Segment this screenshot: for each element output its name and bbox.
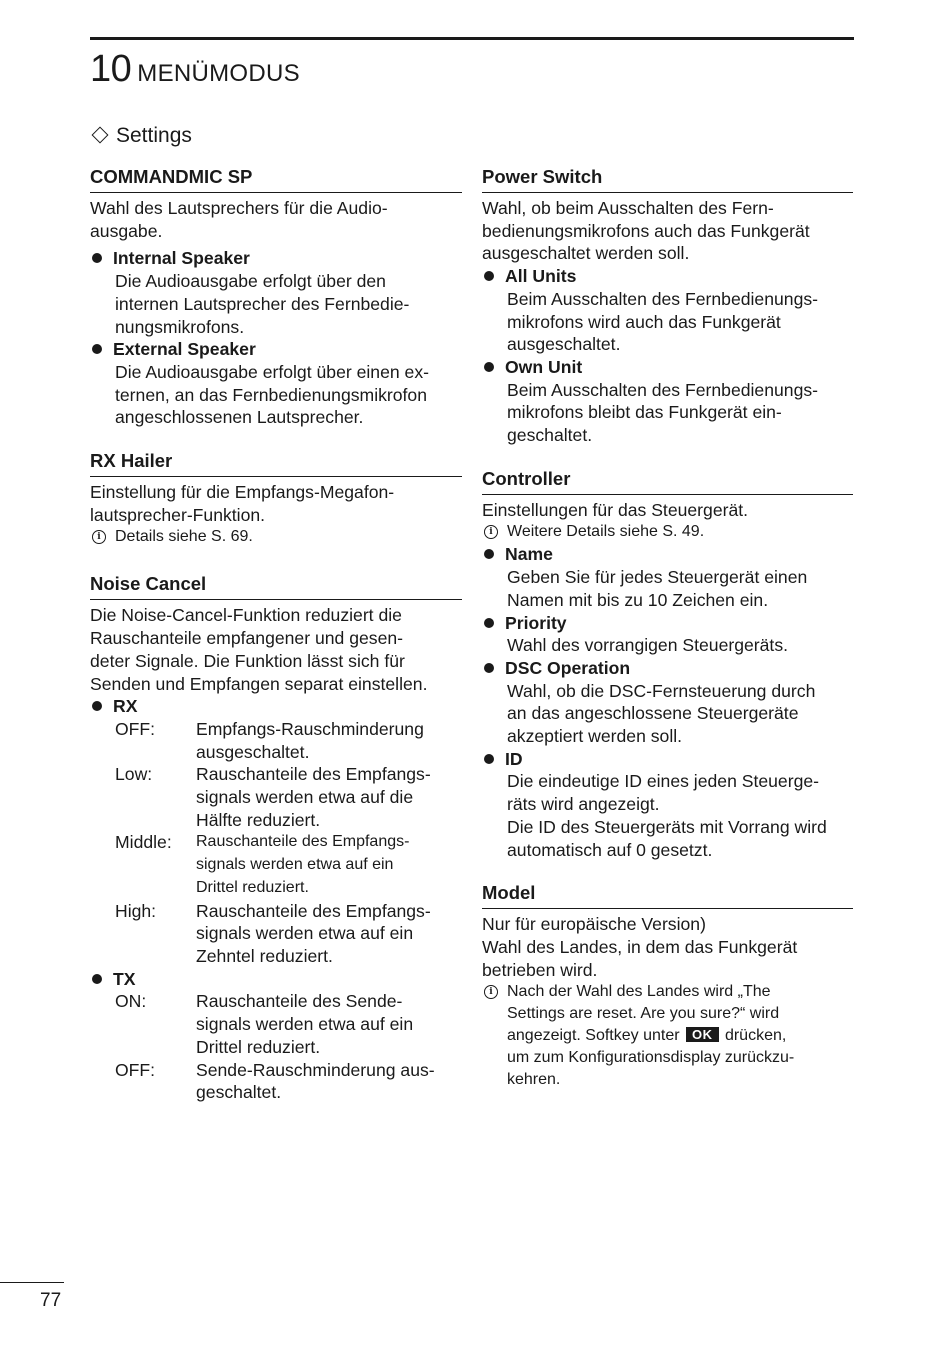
bullet-icon [92, 974, 102, 984]
option-value [196, 718, 462, 763]
option-value [196, 1059, 462, 1104]
text-line: Die ID des Steuergeräts mit Vorrang wird [507, 816, 827, 837]
left-column [90, 165, 462, 1104]
text-line: ausgabe. [90, 220, 163, 241]
controller-description [482, 499, 853, 522]
bullet-dsc-operation [482, 657, 853, 680]
text-line: internen Lautsprecher des Fernbedie- [115, 293, 410, 314]
text-line: Rauschanteile des Sende- [196, 991, 403, 1012]
text-line: Wahl des vorrangigen Steuergeräts. [507, 635, 789, 656]
commandmic-section [90, 165, 462, 429]
bullet-label: Priority [505, 612, 567, 633]
info-icon: i [484, 985, 498, 999]
text-line: Nach der Wahl des Landes wird „The [507, 983, 771, 1001]
noise-cancel-section [90, 572, 462, 1103]
name-text [482, 566, 853, 611]
priority-text [482, 634, 853, 657]
controller-section [482, 467, 853, 862]
bullet-label: Own Unit [505, 356, 583, 377]
rx-option-low [90, 763, 462, 831]
bullet-label: Name [505, 544, 553, 565]
text-line: Die eindeutige ID eines jeden Steuerge- [507, 771, 820, 792]
bullet-icon [484, 362, 494, 372]
text-line: ausgeschaltet. [507, 334, 621, 355]
external-speaker-text [90, 361, 462, 429]
dsc-operation-text [482, 680, 853, 748]
text-line: Zehntel reduziert. [196, 945, 333, 966]
rx-option-high [90, 900, 462, 968]
text-line: Settings are reset. Are you sure?“ wird [507, 1005, 780, 1023]
option-value [196, 990, 462, 1058]
text-line: ausgeschaltet werden soll. [482, 243, 690, 264]
commandmic-description [90, 197, 462, 242]
text-line: akzeptiert werden soll. [507, 726, 683, 747]
bullet-icon [92, 701, 102, 711]
footer-rule [0, 1282, 64, 1283]
bullet-external-speaker [90, 338, 462, 361]
text-line: Wahl, ob beim Ausschalten des Fern- [482, 198, 774, 218]
text-line: Wahl, ob die DSC-Fernsteuerung durch [507, 680, 816, 701]
text-line: Rauschanteile des Empfangs- [196, 764, 431, 785]
rx-hailer-section [90, 449, 462, 548]
section-title-text: Settings [116, 124, 192, 147]
power-switch-section [482, 165, 853, 447]
ok-softkey-icon: OK [686, 1027, 719, 1042]
model-section [482, 881, 853, 1091]
model-description [482, 913, 853, 981]
option-value [196, 831, 462, 899]
chapter-heading [90, 48, 300, 91]
option-key: OFF: [115, 1059, 156, 1080]
internal-speaker-text [90, 270, 462, 338]
section-title [90, 124, 192, 148]
text-line: an das angeschlossene Steuergeräte [507, 703, 799, 724]
bullet-icon [484, 618, 494, 628]
option-key: Middle: [115, 832, 172, 853]
text-line: Senden und Empfangen separat einstellen. [90, 673, 428, 694]
text-line: lautsprecher-Funktion. [90, 504, 266, 525]
text-line: drücken, [720, 1027, 787, 1045]
text-line: angezeigt. Softkey unter [507, 1027, 684, 1045]
controller-heading: Controller [482, 467, 853, 495]
tx-option-on [90, 990, 462, 1058]
text-line: Einstellung für die Empfangs-Megafon- [90, 482, 395, 503]
text-line: signals werden etwa auf die [196, 787, 414, 808]
bullet-icon [92, 253, 102, 263]
text-line: nungsmikrofons. [115, 316, 245, 337]
all-units-text [482, 288, 853, 356]
tx-option-off [90, 1059, 462, 1104]
text-line: Wahl des Lautsprechers für die Audio- [90, 198, 388, 218]
bullet-priority [482, 612, 853, 635]
text-line: Empfangs-Rauschminderung [196, 718, 424, 739]
bullet-label: External Speaker [113, 339, 256, 360]
text-line: bedienungsmikrofons auch das Funkgerät [482, 220, 810, 241]
text-line: ausgeschaltet. [196, 741, 310, 762]
option-value [196, 900, 462, 968]
text-line: räts wird angezeigt. [507, 794, 660, 815]
text-line: automatisch auf 0 gesetzt. [507, 839, 713, 860]
text-line: Beim Ausschalten des Fernbedienungs- [507, 379, 819, 400]
bullet-label: Internal Speaker [113, 248, 250, 269]
note-text: Weitere Details siehe S. 49. [507, 523, 705, 541]
text-line: Die Noise-Cancel-Funktion reduziert die [90, 605, 402, 626]
text-line: Drittel reduziert. [196, 878, 309, 896]
option-key: ON: [115, 991, 147, 1012]
rx-hailer-heading: RX Hailer [90, 449, 462, 477]
rx-option-off [90, 718, 462, 763]
bullet-icon [484, 663, 494, 673]
option-key: Low: [115, 764, 153, 785]
text-line: Drittel reduziert. [196, 1036, 321, 1057]
power-switch-description [482, 197, 853, 265]
diamond-icon [92, 127, 109, 144]
bullet-id [482, 748, 853, 771]
text-line: Wahl des Landes, in dem das Funkgerät [482, 936, 798, 957]
text-line: signals werden etwa auf ein [196, 1014, 414, 1035]
bullet-name [482, 543, 853, 566]
info-icon: i [484, 525, 498, 539]
info-icon: i [92, 530, 106, 544]
text-line: um zum Konfigurationsdisplay zurückzu- [507, 1049, 795, 1067]
rx-option-middle [90, 831, 462, 899]
text-line: Rauschanteile des Empfangs- [196, 900, 431, 921]
text-line: Nur für europäische Version) [482, 914, 706, 935]
text-line: kehren. [507, 1071, 561, 1089]
chapter-title: MENÜMODUS [137, 60, 300, 87]
bullet-icon [92, 344, 102, 354]
option-value [196, 763, 462, 831]
bullet-icon [484, 754, 494, 764]
id-text [482, 770, 853, 861]
rx-hailer-description [90, 481, 462, 526]
text-line: Die Audioausgabe erfolgt über einen ex- [115, 361, 429, 382]
bullet-tx [90, 968, 462, 991]
note-text: Details siehe S. 69. [115, 528, 253, 546]
text-line: mikrofons wird auch das Funkgerät [507, 311, 781, 332]
text-line: mikrofons bleibt das Funkgerät ein- [507, 402, 782, 423]
text-line: Sende-Rauschminderung aus- [196, 1059, 435, 1080]
text-line: Hälfte reduziert. [196, 809, 321, 830]
bullet-label: All Units [505, 266, 577, 287]
bullet-rx [90, 695, 462, 718]
own-unit-text [482, 379, 853, 447]
text-line: Beim Ausschalten des Fernbedienungs- [507, 288, 819, 309]
bullet-own-unit [482, 356, 853, 379]
bullet-label: ID [505, 748, 523, 769]
text-line: ternen, an das Fernbedienungsmikrofon [115, 384, 427, 405]
bullet-all-units [482, 265, 853, 288]
option-key: High: [115, 900, 157, 921]
text-line: betrieben wird. [482, 959, 598, 980]
bullet-internal-speaker [90, 247, 462, 270]
text-line: geschaltet. [507, 425, 593, 446]
text-line: signals werden etwa auf ein [196, 923, 414, 944]
model-note [482, 981, 853, 1091]
text-line: signals werden etwa auf ein [196, 856, 394, 874]
text-line: Rauschanteile empfangener und gesen- [90, 628, 403, 649]
model-heading: Model [482, 881, 853, 909]
option-key: OFF: [115, 718, 156, 739]
top-rule [90, 37, 854, 40]
bullet-label: RX [113, 696, 138, 717]
text-line: Einstellungen für das Steuergerät. [482, 499, 749, 520]
bullet-label: DSC Operation [505, 657, 631, 678]
text-line: Geben Sie für jedes Steuergerät einen [507, 567, 808, 588]
bullet-icon [484, 271, 494, 281]
bullet-label: TX [113, 968, 136, 989]
text-line: Namen mit bis zu 10 Zeichen ein. [507, 589, 769, 610]
text-line: angeschlossenen Lautsprecher. [115, 407, 364, 428]
controller-note [482, 521, 853, 543]
page-number: 77 [40, 1290, 62, 1311]
commandmic-heading: COMMANDMIC SP [90, 165, 462, 193]
bullet-icon [484, 549, 494, 559]
text-line: deter Signale. Die Funktion lässt sich für [90, 650, 405, 671]
text-line: Die Audioausgabe erfolgt über den [115, 271, 386, 292]
power-switch-heading: Power Switch [482, 165, 853, 193]
right-column [482, 165, 853, 1091]
chapter-number: 10 [90, 48, 132, 90]
text-line: geschaltet. [196, 1082, 282, 1103]
noise-cancel-description [90, 604, 462, 695]
text-line: Rauschanteile des Empfangs- [196, 833, 410, 851]
noise-cancel-heading: Noise Cancel [90, 572, 462, 600]
rx-hailer-note [90, 526, 462, 548]
